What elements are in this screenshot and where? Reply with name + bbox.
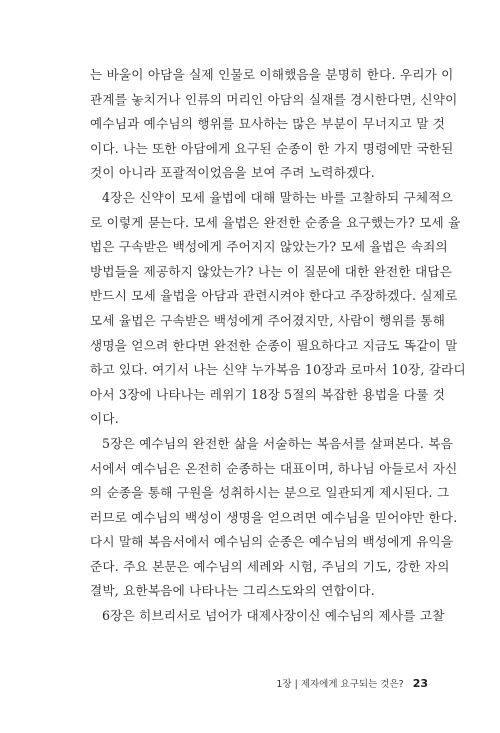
text-line: 법은 구속받은 백성에게 주어지지 않았는가? 모세 율법은 속죄의 bbox=[90, 239, 448, 255]
text-line: 이다. 나는 또한 아담에게 요구된 순종이 한 가지 명령에만 국한된 bbox=[90, 140, 454, 156]
text-line: 의 순종을 통해 구원을 성취하시는 분으로 일관되게 제시된다. 그 bbox=[90, 485, 450, 501]
text-line: 생명을 얻으려 한다면 완전한 순종이 필요하다고 지금도 똑같이 말 bbox=[90, 337, 458, 353]
text-line: 4장은 신약이 모세 율법에 대해 말하는 바를 고찰하되 구체적으 bbox=[102, 189, 453, 205]
text-line: 는 바울이 아담을 실제 인물로 이해했음을 분명히 한다. 우리가 이 bbox=[90, 67, 454, 82]
text-line: 로 이렇게 묻는다. 모세 율법은 완전한 순종을 요구했는가? 모세 율 bbox=[90, 214, 461, 230]
page-footer bbox=[276, 676, 428, 690]
text-line: 서에서 예수님은 온전히 순종하는 대표이며, 하나님 아들로서 자신 bbox=[90, 460, 458, 476]
text-line: 관계를 놓치거나 인류의 머리인 아담의 실재를 경시한다면, 신약이 bbox=[90, 91, 458, 107]
text-line: 것이 아니라 포괄적이었음을 보여 주려 노력하겠다. bbox=[90, 165, 375, 181]
page-number: 23 bbox=[412, 677, 428, 690]
text-line: 방법들을 제공하지 않았는가? 나는 이 질문에 대한 완전한 대답은 bbox=[90, 263, 453, 279]
text-line: 하고 있다. 여기서 나는 신약 누가복음 10장과 로마서 10장, 갈라디 bbox=[90, 362, 466, 378]
text-line: 반드시 모세 율법을 아담과 관련시켜야 한다고 주장하겠다. 실제로 bbox=[90, 288, 458, 304]
text-line: 결박, 요한복음에 나타나는 그리스도와의 연합이다. bbox=[90, 583, 375, 599]
text-line: 아서 3장에 나타나는 레위기 18장 5절의 복잡한 용법을 다룰 것 bbox=[90, 386, 446, 402]
text-line: 이다. bbox=[90, 411, 119, 427]
body-text bbox=[90, 63, 466, 629]
text-line: 5장은 예수님의 완전한 삶을 서술하는 복음서를 살펴본다. 복음 bbox=[102, 435, 453, 451]
text-line: 예수님과 예수님의 행위를 묘사하는 많은 부분이 무너지고 말 것 bbox=[90, 116, 446, 132]
text-line: 다시 말해 복음서에서 예수님의 순종은 예수님의 백성에게 유익을 bbox=[90, 534, 454, 550]
text-line: 6장은 히브리서로 넘어가 대제사장이신 예수님의 제사를 고찰 bbox=[102, 608, 445, 624]
text-line: 준다. 주요 본문은 예수님의 세례와 시험, 주님의 기도, 강한 자의 bbox=[90, 558, 450, 574]
text-line: 모세 율법은 구속받은 백성에게 주어졌지만, 사람이 행위를 통해 bbox=[90, 312, 446, 328]
text-line: 러므로 예수님의 백성이 생명을 얻으려면 예수님을 믿어야만 한다. bbox=[90, 509, 458, 525]
running-head: 1장 | 제자에게 요구되는 것은? bbox=[276, 679, 404, 690]
